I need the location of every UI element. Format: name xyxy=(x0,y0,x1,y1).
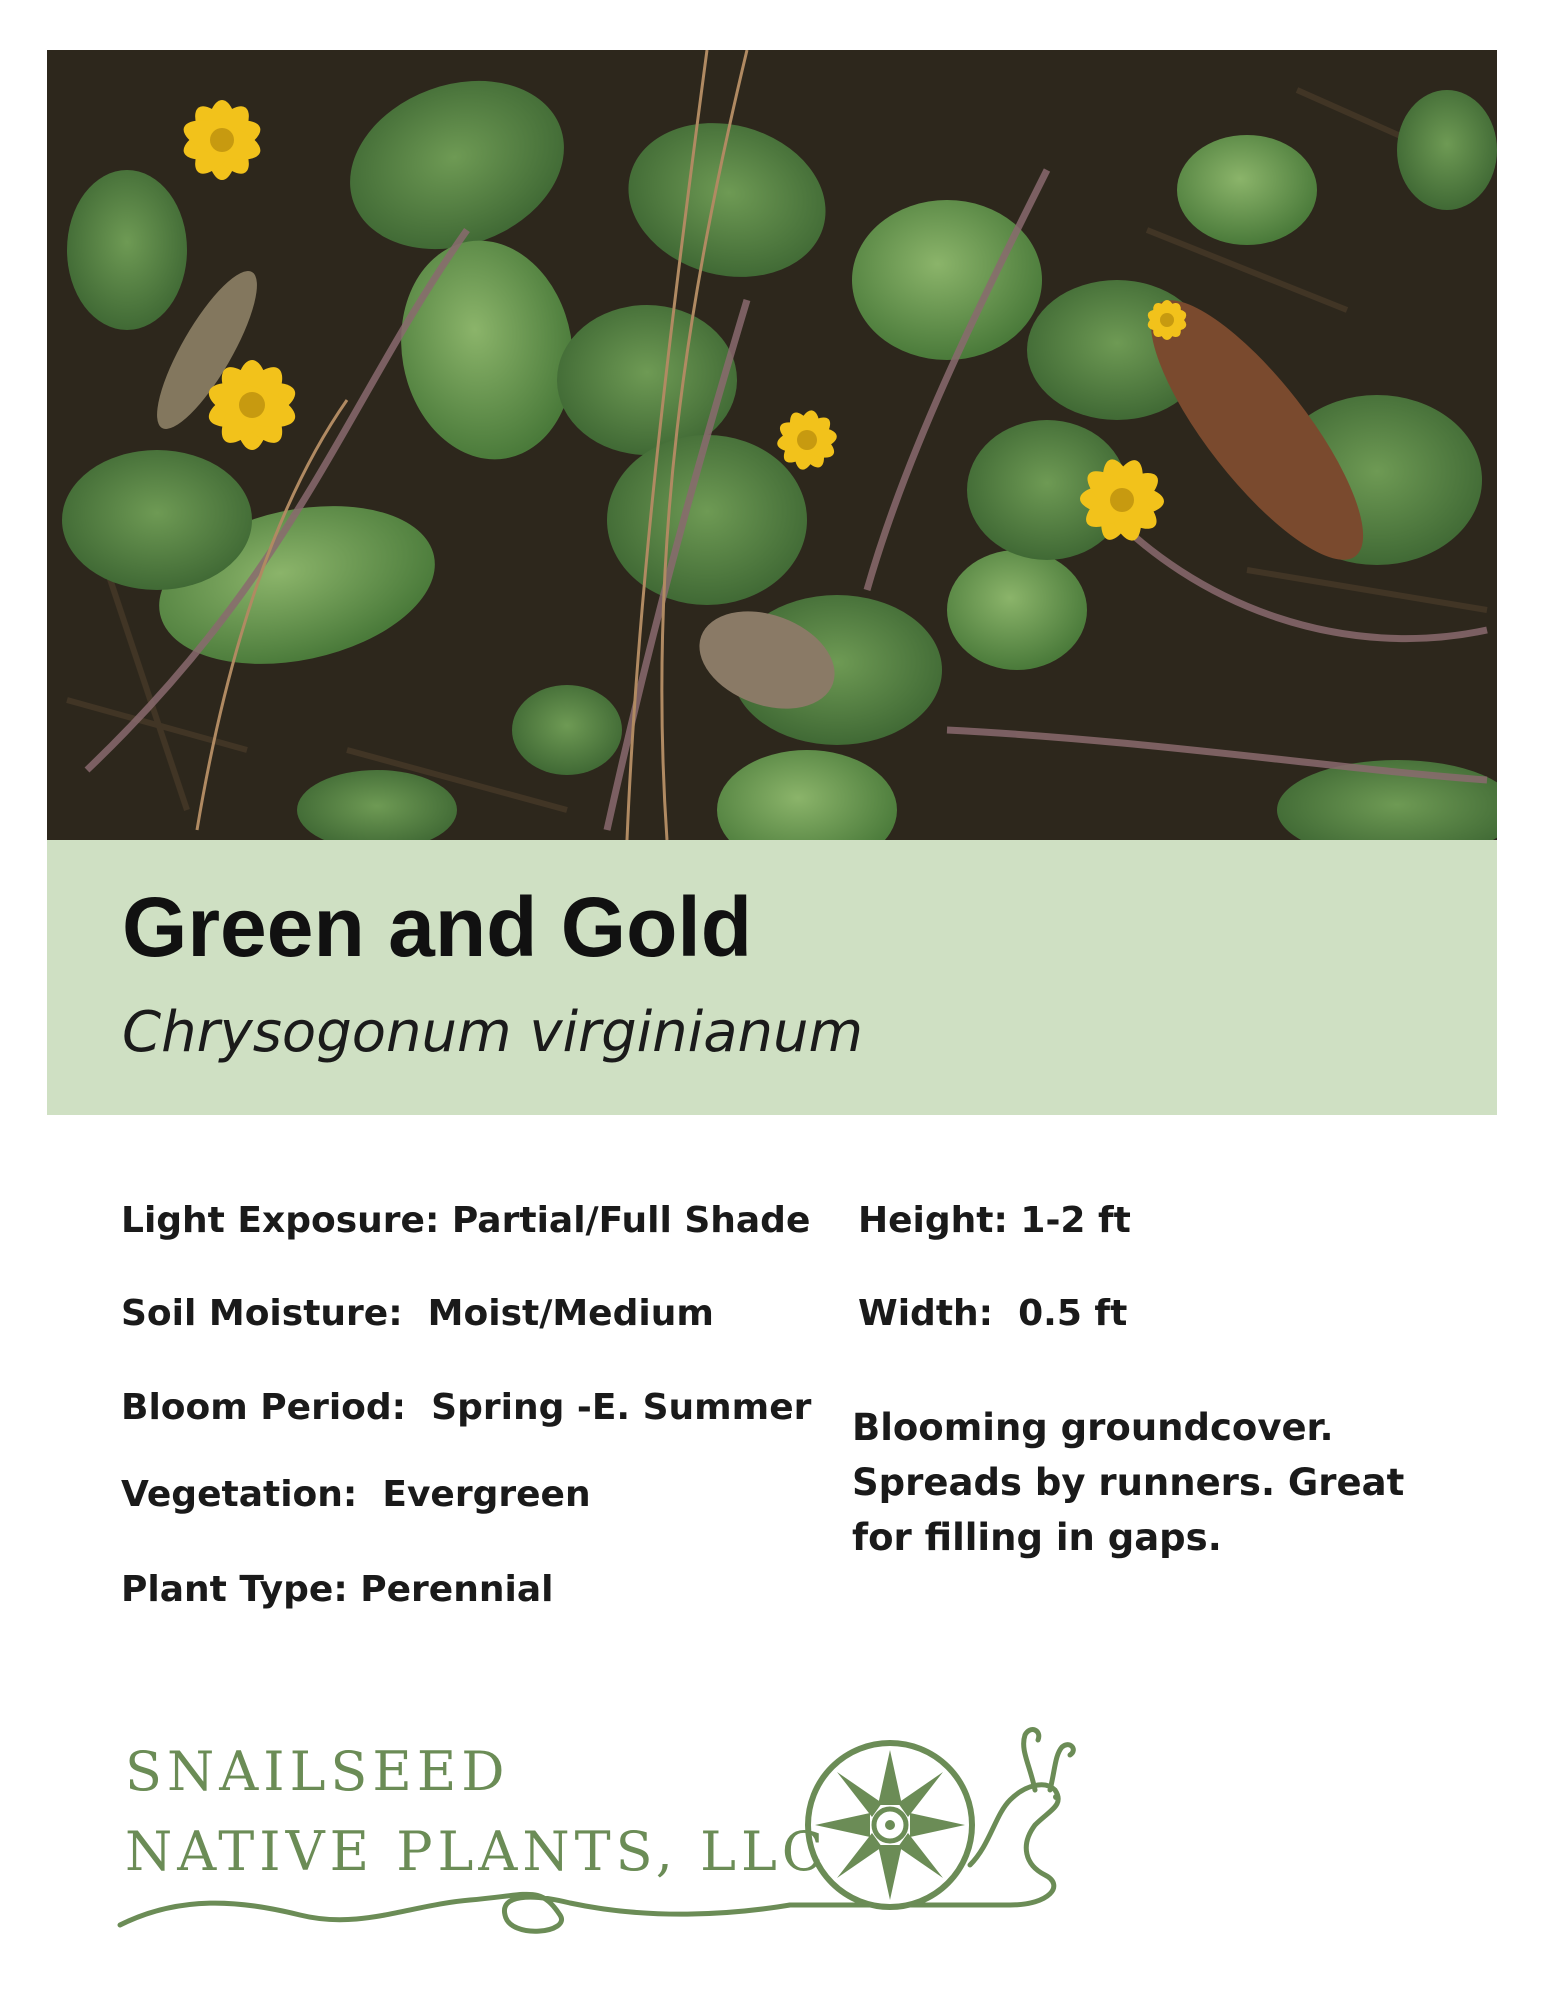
bloom-period: Bloom Period: Spring -E. Summer xyxy=(121,1387,812,1428)
vegetation: Vegetation: Evergreen xyxy=(121,1474,591,1515)
height: Height: 1-2 ft xyxy=(858,1200,1131,1241)
soil-moisture: Soil Moisture: Moist/Medium xyxy=(121,1293,714,1334)
plant-type: Plant Type: Perennial xyxy=(121,1569,554,1610)
plant-photo xyxy=(47,50,1497,840)
brand-name-line-1: SNAILSEED xyxy=(125,1740,510,1803)
scientific-name: Chrysogonum virginianum xyxy=(122,1000,864,1065)
brand-name-line-2: NATIVE PLANTS, LLC xyxy=(125,1820,829,1883)
common-name: Green and Gold xyxy=(122,880,753,974)
plant-photo-illustration xyxy=(47,50,1497,840)
title-band xyxy=(47,840,1497,1115)
light-exposure: Light Exposure: Partial/Full Shade xyxy=(121,1200,811,1241)
width: Width: 0.5 ft xyxy=(858,1293,1128,1334)
brand-logo xyxy=(110,1725,1090,1975)
description: Blooming groundcover. Spreads by runners. Great for filling in gaps. xyxy=(852,1406,1405,1559)
